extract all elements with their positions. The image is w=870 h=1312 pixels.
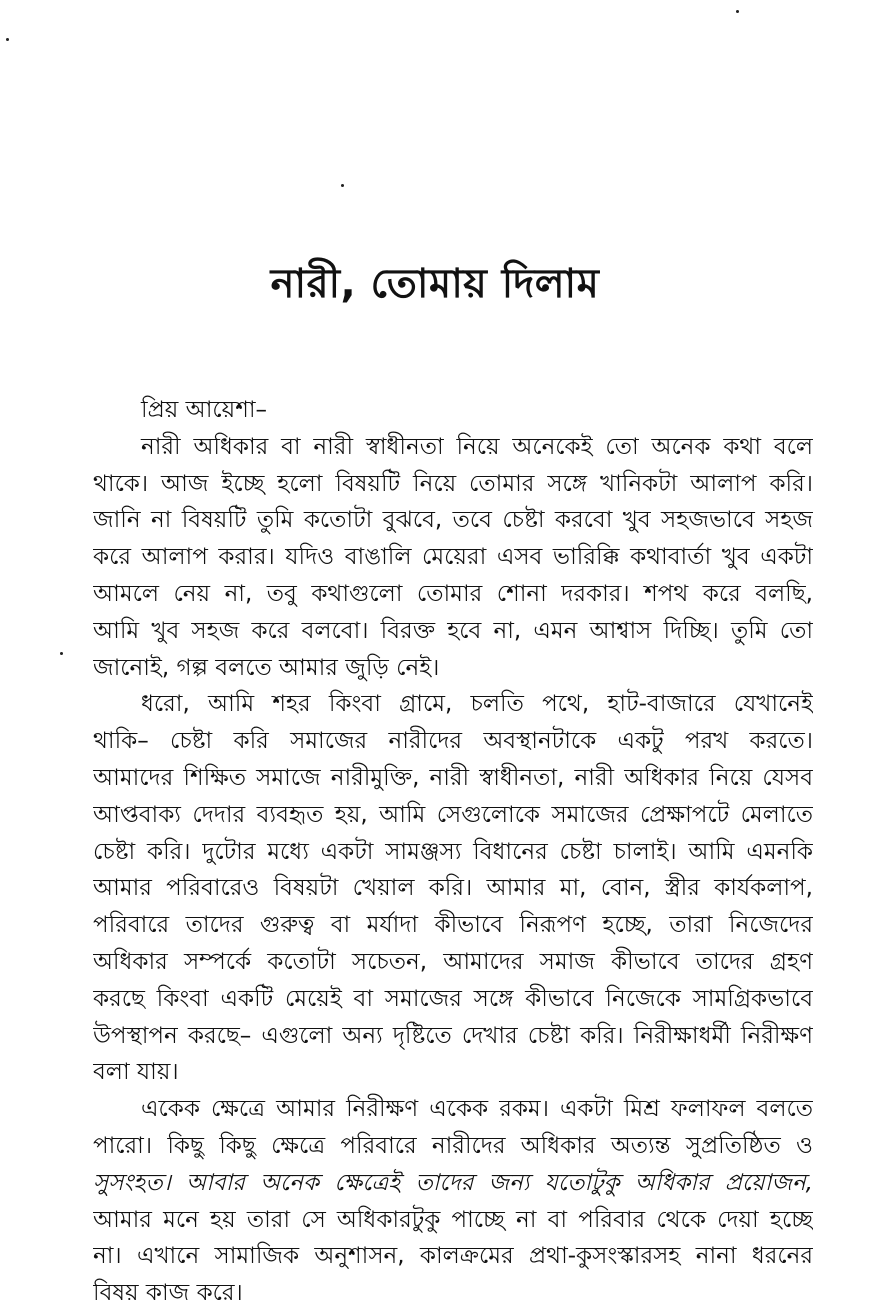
- text-line: পারো। কিছু কিছু ক্ষেত্রে পরিবারে নারীদের অধিকার অত্যন্ত সুপ্রতিষ্ঠিত ও: [93, 1132, 813, 1159]
- text-line: উপস্থাপন করছে– এগুলো অন্য দৃষ্টিতে দেখার চেষ্টা করি। নিরীক্ষাধর্মী নিরীক্ষণ: [93, 1022, 813, 1049]
- paragraph: [93, 686, 813, 1091]
- text-line: আমার মনে হয় তারা সে অধিকারটুকু পাচ্ছে না বা পরিবার থেকে দেয়া হচ্ছে: [93, 1206, 813, 1233]
- letter-body: [93, 392, 813, 1312]
- text-line: করছে কিংবা একটি মেয়েই বা সমাজের সঙ্গে কীভাবে নিজেকে সামগ্রিকভাবে: [93, 985, 813, 1012]
- text-line: জানি না বিষয়টি তুমি কতোটা বুঝবে, তবে চেষ্টা করবো খুব সহজভাবে সহজ: [93, 507, 813, 534]
- text-line: সুসংহত। আবার অনেক ক্ষেত্রেই তাদের জন্য যতোটুকু অধিকার প্রয়োজন,: [93, 1169, 813, 1196]
- text-line: আমার পরিবারেও বিষয়টা খেয়াল করি। আমার মা, বোন, স্ত্রীর কার্যকলাপ,: [93, 875, 813, 902]
- text-line: আমি খুব সহজ করে বলবো। বিরক্ত হবে না, এমন আশ্বাস দিচ্ছি। তুমি তো: [93, 617, 813, 644]
- text-line: আপ্তবাক্য দেদার ব্যবহৃত হয়, আমি সেগুলোকে সমাজের প্রেক্ষাপটে মেলাতে: [93, 801, 813, 828]
- text-line: বিষয় কাজ করে।: [93, 1280, 243, 1307]
- text-line: অধিকার সম্পর্কে কতোটা সচেতন, আমাদের সমাজ কীভাবে তাদের গ্রহণ: [93, 948, 813, 975]
- text-line: থাকে। আজ ইচ্ছে হলো বিষয়টি নিয়ে তোমার সঙ্গে খানিকটা আলাপ করি।: [93, 470, 813, 497]
- text-line: নারী অধিকার বা নারী স্বাধীনতা নিয়ে অনেকেই তো অনেক কথা বলে: [141, 433, 813, 460]
- text-line: পরিবারে তাদের গুরুত্ব বা মর্যাদা কীভাবে নিরূপণ হচ্ছে, তারা নিজেদের: [93, 912, 813, 939]
- paragraph: [93, 429, 813, 687]
- text-line: না। এখানে সামাজিক অনুশাসন, কালক্রমের প্রথা-কুসংস্কারসহ নানা ধরনের: [93, 1243, 813, 1270]
- text-line: জানোই, গল্প বলতে আমার জুড়ি নেই।: [93, 654, 440, 681]
- text-line: করে আলাপ করার। যদিও বাঙালি মেয়েরা এসব ভারিক্কি কথাবার্তা খুব একটা: [93, 544, 813, 571]
- text-line: বলা যায়।: [93, 1059, 179, 1086]
- text-line: থাকি– চেষ্টা করি সমাজের নারীদের অবস্থানটাকে একটু পরখ করতে।: [93, 728, 813, 755]
- ink-speck: [6, 38, 9, 41]
- text-line: একেক ক্ষেত্রে আমার নিরীক্ষণ একেক রকম। একটা মিশ্র ফলাফল বলতে: [141, 1096, 813, 1123]
- ink-speck: [736, 10, 739, 13]
- ink-speck: [60, 652, 63, 655]
- text-line: আমলে নেয় না, তবু কথাগুলো তোমার শোনা দরকার। শপথ করে বলছি,: [93, 580, 813, 607]
- text-line: আমাদের শিক্ষিত সমাজে নারীমুক্তি, নারী স্বাধীনতা, নারী অধিকার নিয়ে যেসব: [93, 764, 813, 791]
- ink-speck: [341, 184, 344, 187]
- text-line: চেষ্টা করি। দুটোর মধ্যে একটা সামঞ্জস্য বিধানের চেষ্টা চালাই। আমি এমনকি: [93, 838, 813, 865]
- salutation: প্রিয় আয়েশা–: [141, 397, 268, 423]
- chapter-title: নারী, তোমায় দিলাম: [270, 261, 600, 307]
- text-line: ধরো, আমি শহর কিংবা গ্রামে, চলতি পথে, হাট-বাজারে যেখানেই: [141, 691, 813, 718]
- paragraph: [93, 1091, 813, 1312]
